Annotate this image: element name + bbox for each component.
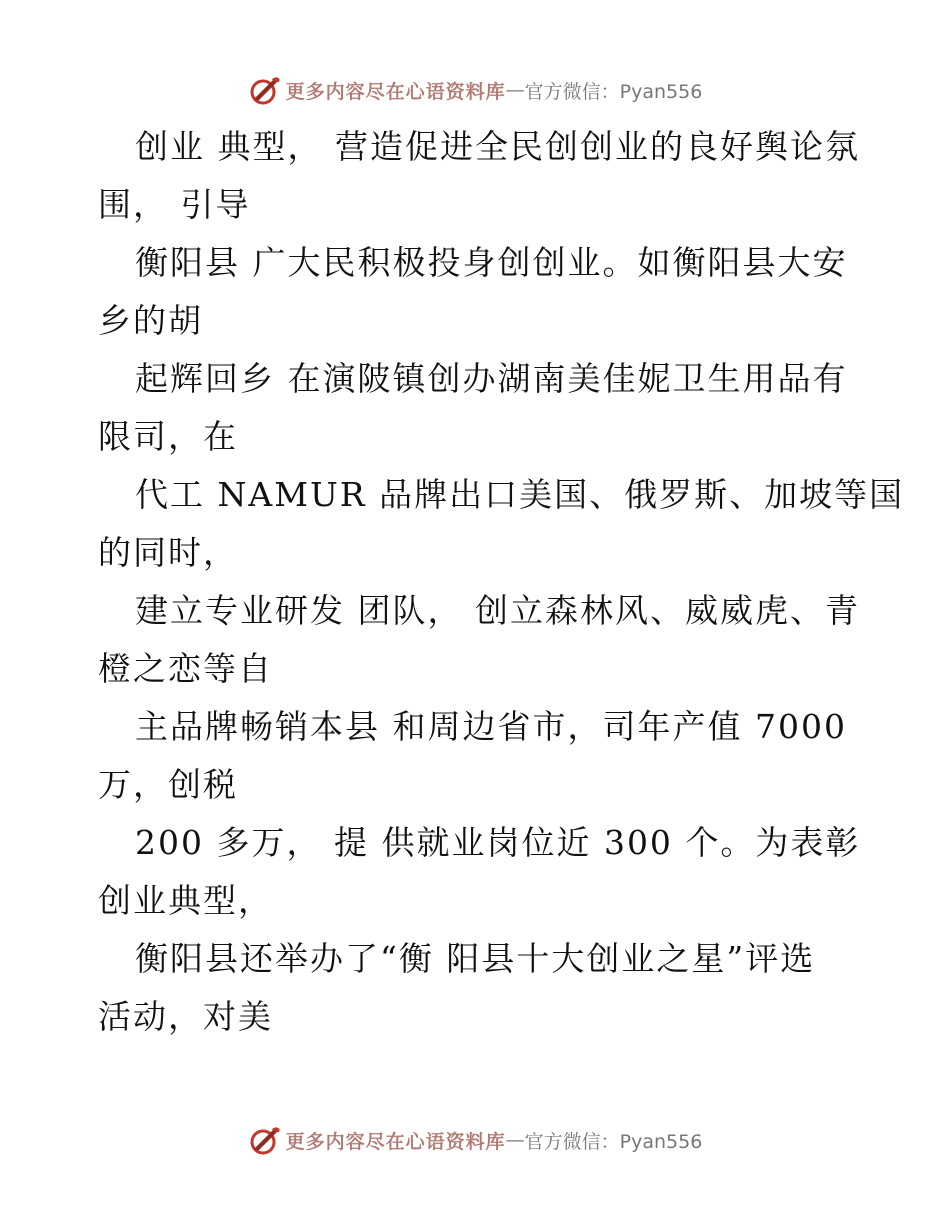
body-line: 主品牌畅销本县 和周边省市，司年产值 7000 — [135, 707, 847, 746]
footer-promo-text: 更多内容尽在心语资料库 — [285, 1130, 506, 1153]
quill-pen-circle-icon — [248, 1123, 282, 1157]
quill-pen-circle-icon — [248, 73, 282, 107]
body-line: 橙之恋等自 — [98, 649, 273, 688]
body-line: 200 多万， 提 供就业岗位近 300 个。为表彰 — [135, 823, 861, 862]
body-line: 衡阳县还举办了“衡 阳县十大创业之星”评选 — [135, 939, 816, 978]
body-line: 万，创税 — [98, 765, 238, 804]
body-line: 的同时， — [98, 533, 238, 572]
document-body — [98, 118, 905, 1046]
body-line: 乡的胡 — [98, 301, 203, 340]
body-line: 创业 典型， 营造促进全民创创业的良好舆论氛 — [135, 127, 860, 166]
header-banner — [0, 70, 950, 110]
body-line: 创业典型， — [98, 881, 273, 920]
body-line: 代工 NAMUR 品牌出口美国、俄罗斯、加坡等国 — [135, 475, 905, 514]
footer-dash: — — [505, 1129, 525, 1151]
footer-banner — [0, 1120, 950, 1160]
body-line: 活动，对美 — [98, 997, 273, 1036]
footer-contact: 官方微信：Pyan556 — [524, 1130, 703, 1153]
body-line: 起辉回乡 在演陂镇创办湖南美佳妮卫生用品有 — [135, 359, 848, 398]
header-contact: 官方微信：Pyan556 — [524, 80, 703, 103]
header-dash: — — [505, 79, 525, 101]
body-line: 建立专业研发 团队， 创立森林风、威威虎、青 — [135, 591, 860, 630]
header-promo-text: 更多内容尽在心语资料库 — [285, 80, 506, 103]
body-line: 围， 引导 — [98, 185, 251, 224]
body-line: 衡阳县 广大民积极投身创创业。如衡阳县大安 — [135, 243, 848, 282]
body-line: 限司，在 — [98, 417, 238, 456]
